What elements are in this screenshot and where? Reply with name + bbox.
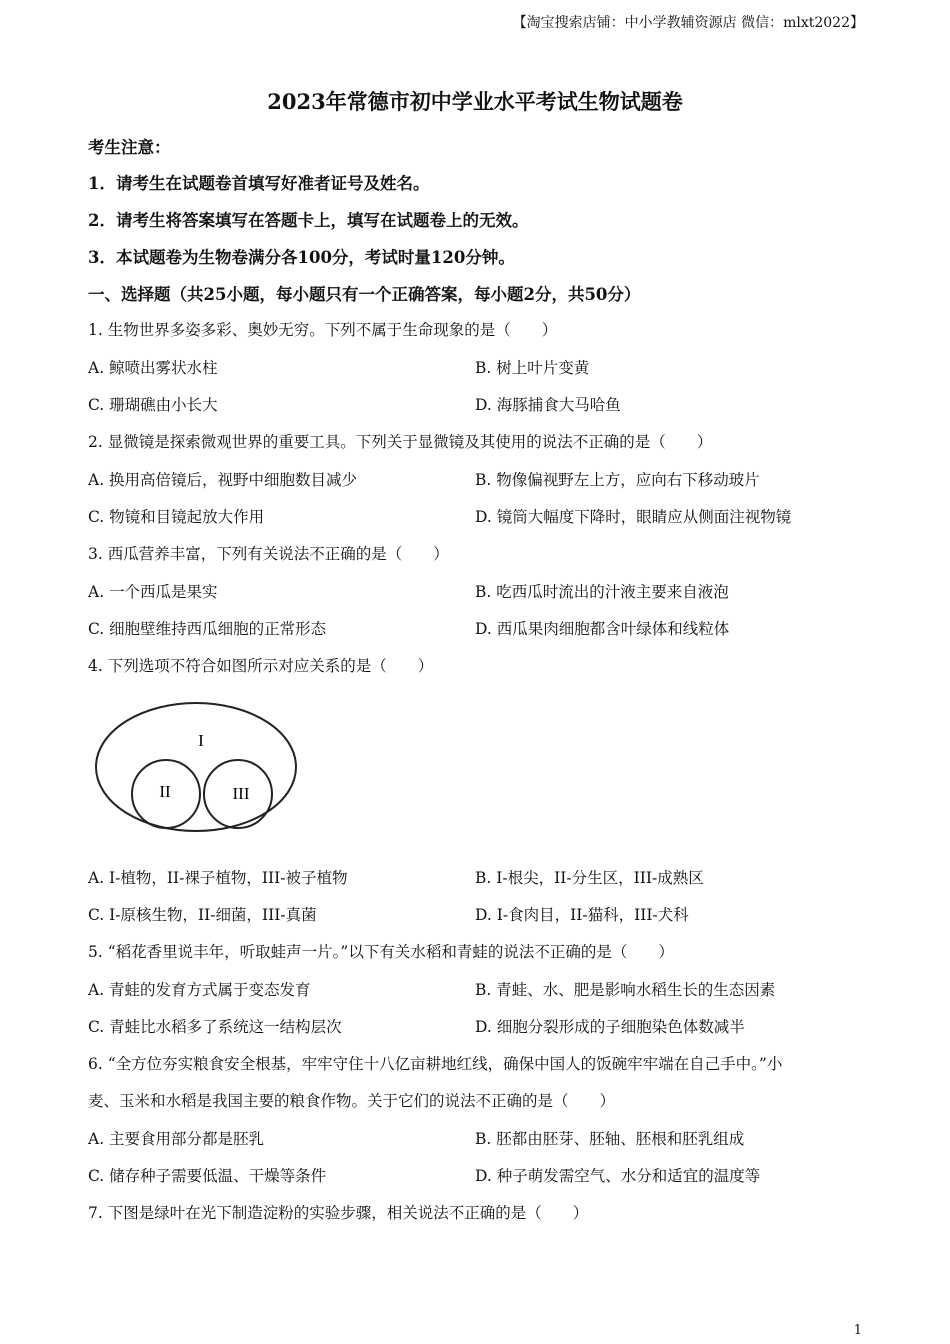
- notice-item: 3．本试题卷为生物卷满分各100分，考试时量120分钟。: [88, 248, 515, 267]
- label-outer: I: [198, 731, 204, 750]
- question-stem-continued: 麦、玉米和水稻是我国主要的粮食作物。关于它们的说法不正确的是（ ）: [88, 1092, 616, 1110]
- option-d: D. 细胞分裂形成的子细胞染色体数减半: [475, 1018, 745, 1036]
- option-a: A. 换用高倍镜后，视野中细胞数目减少: [88, 471, 358, 489]
- question-stem: 3. 西瓜营养丰富，下列有关说法不正确的是（ ）: [88, 545, 449, 563]
- section-heading: 一、选择题（共25小题，每小题只有一个正确答案，每小题2分，共50分）: [88, 285, 641, 304]
- notice-heading: 考生注意：: [88, 138, 171, 157]
- notice-item: 2．请考生将答案填写在答题卡上，填写在试题卷上的无效。: [88, 211, 529, 230]
- question-stem: 4. 下列选项不符合如图所示对应关系的是（ ）: [88, 657, 434, 675]
- option-c: C. 青蛙比水稻多了系统这一结构层次: [88, 1018, 342, 1036]
- option-d: D. 西瓜果肉细胞都含叶绿体和线粒体: [475, 620, 730, 638]
- question-stem: 2. 显微镜是探索微观世界的重要工具。下列关于显微镜及其使用的说法不正确的是（ ）: [88, 433, 713, 451]
- option-a: A. 青蛙的发育方式属于变态发育: [88, 981, 311, 999]
- question-stem: 6. “全方位夯实粮食安全根基，牢牢守住十八亿亩耕地红线，确保中国人的饭碗牢牢端在自己手中。”小: [88, 1055, 783, 1073]
- option-c: C. 珊瑚礁由小长大: [88, 396, 218, 414]
- label-right: III: [232, 784, 250, 803]
- option-a: A. I-植物，II-裸子植物，III-被子植物: [88, 869, 348, 887]
- option-a: A. 一个西瓜是果实: [88, 583, 218, 601]
- header-note: 【淘宝搜索店铺：中小学教辅资源店 微信：mlxt2022】: [512, 15, 864, 31]
- option-b: B. 吃西瓜时流出的汁液主要来自液泡: [475, 583, 729, 601]
- page-title: 2023年常德市初中学业水平考试生物试题卷: [267, 89, 683, 114]
- option-c: C. 物镜和目镜起放大作用: [88, 508, 265, 526]
- option-d: D. 镜筒大幅度下降时，眼睛应从侧面注视物镜: [475, 508, 792, 526]
- option-a: A. 主要食用部分都是胚乳: [88, 1130, 265, 1148]
- option-c: C. 储存种子需要低温、干燥等条件: [88, 1167, 327, 1185]
- question-stem: 1. 生物世界多姿多彩、奥妙无穷。下列不属于生命现象的是（ ）: [88, 321, 558, 339]
- notice-item: 1．请考生在试题卷首填写好准者证号及姓名。: [88, 174, 430, 193]
- option-a: A. 鲸喷出雾状水柱: [88, 359, 218, 377]
- label-left: II: [159, 782, 171, 801]
- option-c: C. I-原核生物，II-细菌，III-真菌: [88, 906, 317, 924]
- option-d: D. 海豚捕食大马哈鱼: [475, 396, 621, 414]
- option-c: C. 细胞壁维持西瓜细胞的正常形态: [88, 620, 327, 638]
- option-b: B. 物像偏视野左上方，应向右下移动玻片: [475, 471, 760, 489]
- option-b: B. 树上叶片变黄: [475, 359, 590, 377]
- page-number: 1: [853, 1323, 862, 1338]
- question-stem: 7. 下图是绿叶在光下制造淀粉的实验步骤，相关说法不正确的是（ ）: [88, 1204, 589, 1222]
- question-stem: 5. “稻花香里说丰年，听取蛙声一片。”以下有关水稻和青蛙的说法不正确的是（ ）: [88, 943, 674, 961]
- venn-diagram: [92, 700, 302, 836]
- option-b: B. I-根尖，II-分生区，III-成熟区: [475, 869, 704, 887]
- option-b: B. 胚都由胚芽、胚轴、胚根和胚乳组成: [475, 1130, 745, 1148]
- option-d: D. 种子萌发需空气、水分和适宜的温度等: [475, 1167, 761, 1185]
- option-d: D. I-食肉目，II-猫科，III-犬科: [475, 906, 689, 924]
- option-b: B. 青蛙、水、肥是影响水稻生长的生态因素: [475, 981, 776, 999]
